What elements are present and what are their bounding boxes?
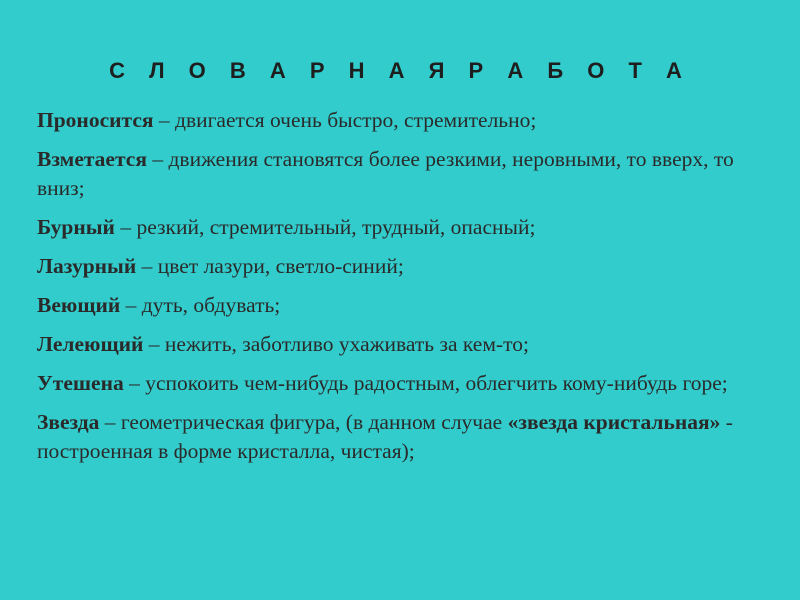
vocabulary-entry — [37, 408, 767, 466]
entry-definition: – резкий, стремительный, трудный, опасный; — [114, 215, 536, 239]
vocabulary-entry — [37, 213, 767, 242]
vocabulary-entry — [37, 291, 767, 320]
entry-term: Проносится — [37, 108, 154, 132]
entry-definition: – геометрическая фигура, (в данном случае — [99, 410, 508, 434]
vocabulary-entry — [37, 330, 767, 359]
entry-term: Утешена — [37, 371, 124, 395]
entry-term: Звезда — [37, 410, 100, 434]
entry-term: Лелеющий — [37, 332, 144, 356]
vocabulary-entry — [37, 106, 767, 135]
entry-definition: – движения становятся более резкими, неровными, то вверх, то вниз; — [37, 147, 734, 200]
slide-title: С Л О В А Р Н А Я Р А Б О Т А — [109, 58, 691, 83]
entry-definition: – нежить, заботливо ухаживать за кем-то; — [143, 332, 529, 356]
entry-definition: – двигается очень быстро, стремительно; — [153, 108, 537, 132]
entry-definition-tail: - построенная в форме кристалла, чистая); — [37, 410, 733, 463]
vocabulary-entry — [37, 252, 767, 281]
entry-term: Лазурный — [37, 254, 137, 278]
entry-term: Веющий — [37, 293, 121, 317]
vocabulary-entry — [37, 145, 767, 203]
entry-term: Взметается — [37, 147, 147, 171]
entry-definition: – цвет лазури, светло-синий; — [136, 254, 404, 278]
entry-term: Бурный — [37, 215, 115, 239]
vocabulary-list — [37, 106, 767, 476]
entry-definition: – дуть, обдувать; — [120, 293, 281, 317]
entry-definition: – успокоить чем-нибудь радостным, облегчить кому-нибудь горе; — [123, 371, 728, 395]
vocabulary-entry — [37, 369, 767, 398]
entry-emphasis: «звезда кристальная» — [507, 410, 721, 434]
